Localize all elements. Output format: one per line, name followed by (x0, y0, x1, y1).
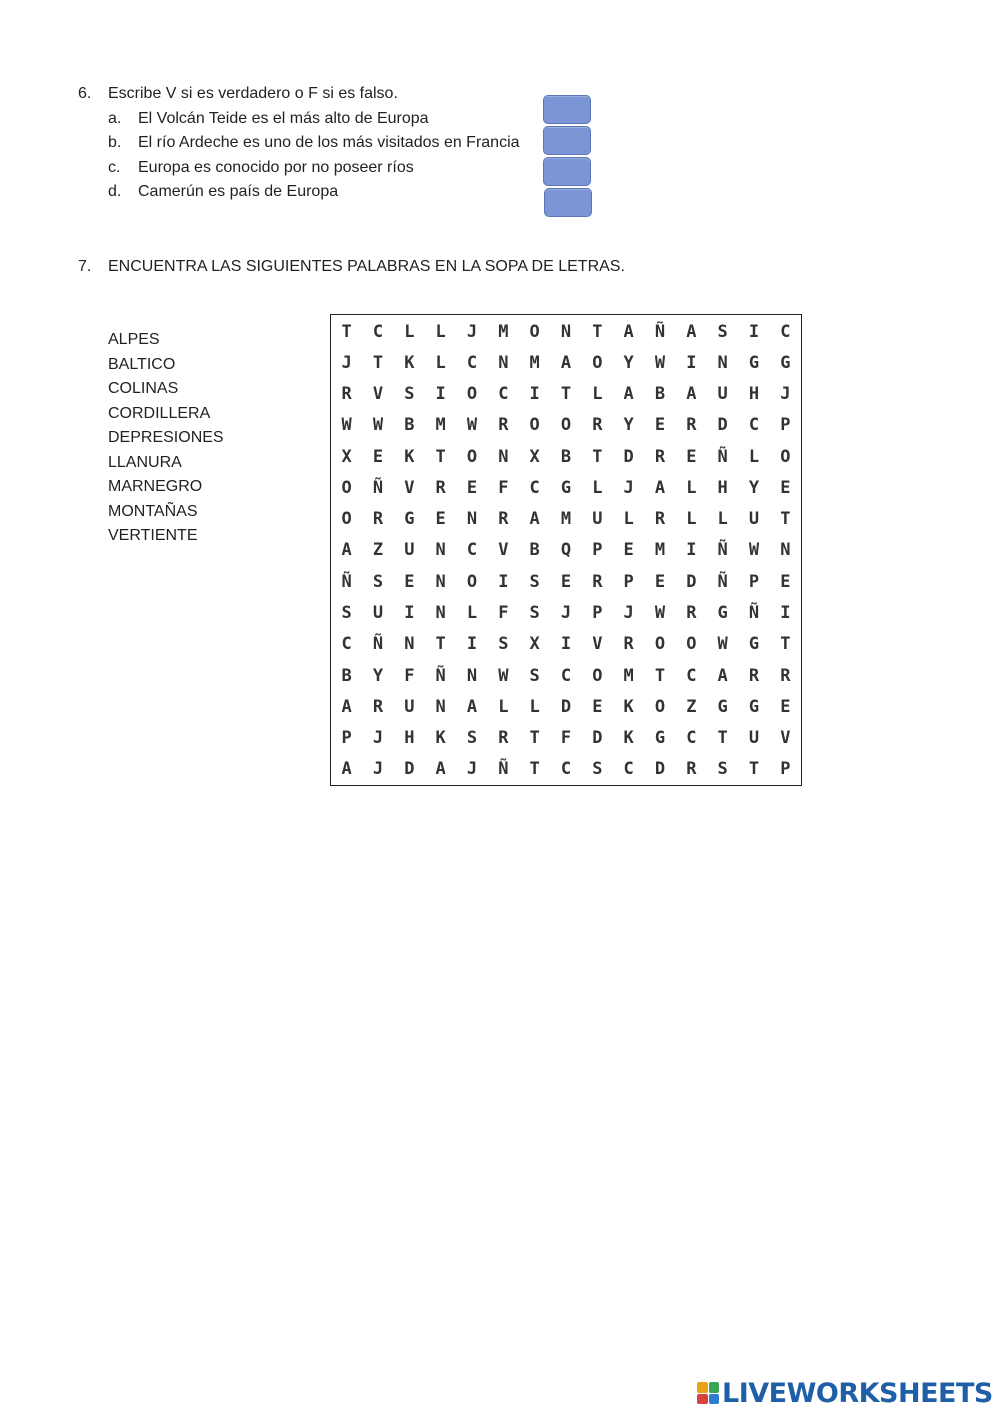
grid-cell[interactable]: Ñ (372, 634, 384, 655)
grid-cell[interactable]: L (592, 477, 603, 498)
grid-cell[interactable]: R (686, 603, 697, 624)
grid-cell[interactable]: L (717, 509, 728, 530)
grid-cell[interactable]: W (654, 352, 666, 373)
question-6-prompt: Escribe V si es verdadero o F si es falso. (108, 85, 398, 102)
grid-cell[interactable]: E (623, 540, 634, 561)
grid-cell[interactable]: L (686, 509, 697, 530)
grid-cell[interactable]: B (341, 665, 352, 686)
grid-cell[interactable]: U (404, 696, 415, 717)
grid-cell[interactable]: T (592, 446, 603, 467)
grid-cell[interactable]: R (498, 728, 509, 749)
grid-cell[interactable]: S (529, 665, 540, 686)
grid-cell[interactable]: P (780, 759, 791, 780)
grid-cell[interactable]: I (466, 634, 478, 655)
grid-cell[interactable]: M (498, 321, 509, 342)
question-6 (0, 84, 1000, 214)
grid-cell[interactable]: Y (623, 415, 634, 436)
grid-cell[interactable]: G (748, 696, 760, 717)
grid-cell[interactable]: F (560, 728, 572, 749)
grid-cell[interactable]: N (780, 540, 791, 561)
grid-cell[interactable]: J (560, 603, 572, 624)
grid-cell[interactable]: Y (623, 352, 634, 373)
grid-cell[interactable]: R (498, 509, 509, 530)
grid-cell[interactable]: O (466, 384, 478, 405)
grid-cell[interactable]: W (372, 415, 384, 436)
grid-cell[interactable]: S (372, 571, 384, 592)
question-6-number: 6. (78, 85, 92, 102)
grid-cell[interactable]: D (404, 759, 415, 780)
grid-cell[interactable]: U (592, 509, 603, 530)
item-a-letter: a. (108, 109, 122, 127)
grid-cell[interactable]: R (654, 509, 666, 530)
liveworksheets-logo (697, 1378, 993, 1408)
grid-cell[interactable]: O (560, 415, 572, 436)
grid-cell[interactable]: Ñ (654, 321, 666, 342)
grid-cell[interactable]: L (529, 696, 540, 717)
grid-cell[interactable]: A (717, 665, 728, 686)
grid-cell[interactable]: R (372, 696, 384, 717)
grid-cell[interactable]: B (404, 415, 415, 436)
grid-cell[interactable]: I (780, 603, 791, 624)
word-item: ALPES (108, 331, 160, 348)
grid-cell[interactable]: C (529, 477, 540, 498)
grid-cell[interactable]: L (623, 509, 634, 530)
grid-cell[interactable]: T (748, 759, 760, 780)
grid-cell[interactable]: V (780, 728, 791, 749)
grid-cell[interactable]: G (654, 728, 666, 749)
grid-cell[interactable]: N (498, 446, 509, 467)
grid-cell[interactable]: P (592, 603, 603, 624)
grid-cell[interactable]: A (435, 759, 446, 780)
grid-cell[interactable]: E (686, 446, 697, 467)
grid-cell[interactable]: O (592, 665, 603, 686)
grid-cell[interactable]: Ñ (498, 759, 509, 780)
grid-cell[interactable]: R (592, 571, 603, 592)
grid-cell[interactable]: R (780, 665, 791, 686)
grid-cell[interactable]: M (529, 352, 540, 373)
word-item: MARNEGRO (108, 478, 203, 495)
grid-cell[interactable]: H (748, 384, 760, 405)
grid-cell[interactable]: H (717, 477, 728, 498)
grid-cell[interactable]: O (780, 446, 791, 467)
grid-cell[interactable]: Ñ (717, 571, 728, 592)
grid-cell[interactable]: C (560, 665, 572, 686)
grid-cell[interactable]: T (529, 728, 540, 749)
grid-cell[interactable]: A (623, 384, 634, 405)
grid-cell[interactable]: G (748, 634, 760, 655)
grid-cell[interactable]: I (686, 540, 697, 561)
grid-cell[interactable]: P (748, 571, 760, 592)
word-item: CORDILLERA (108, 404, 211, 422)
grid-cell[interactable]: G (780, 352, 791, 373)
grid-cell[interactable]: N (435, 540, 446, 561)
grid-cell[interactable]: J (372, 728, 384, 749)
item-c-letter: c. (108, 158, 121, 176)
grid-cell[interactable]: N (404, 634, 415, 655)
grid-cell[interactable]: W (498, 665, 509, 686)
item-b-text: El río Ardeche es uno de los más visitados en Francia (138, 134, 520, 151)
grid-cell[interactable]: T (435, 634, 446, 655)
grid-cell[interactable]: M (654, 540, 666, 561)
grid-cell[interactable]: O (654, 696, 666, 717)
grid-cell[interactable]: Z (372, 540, 384, 561)
grid-cell[interactable]: R (686, 415, 697, 436)
grid-cell[interactable]: R (686, 759, 697, 780)
grid-cell[interactable]: P (780, 415, 791, 436)
grid-cell[interactable]: V (404, 477, 415, 498)
grid-cell[interactable]: K (404, 352, 415, 373)
grid-cell[interactable]: U (717, 384, 728, 405)
grid-cell[interactable]: J (623, 603, 634, 624)
grid-cell[interactable]: S (529, 603, 540, 624)
grid-cell[interactable]: D (560, 696, 572, 717)
grid-cell[interactable]: O (686, 634, 697, 655)
grid-cell[interactable]: G (717, 603, 728, 624)
grid-cell[interactable]: N (435, 696, 446, 717)
grid-cell[interactable]: G (404, 509, 415, 530)
grid-cell[interactable]: C (686, 728, 697, 749)
grid-cell[interactable]: I (686, 352, 697, 373)
grid-cell[interactable]: C (498, 384, 509, 405)
grid-cell[interactable]: I (529, 384, 540, 405)
word-item: VERTIENTE (108, 527, 198, 544)
grid-cell[interactable]: X (529, 634, 540, 655)
grid-cell[interactable]: C (780, 321, 791, 342)
grid-cell[interactable]: A (341, 696, 352, 717)
item-d-text: Camerún es país de Europa (138, 183, 339, 200)
grid-cell[interactable]: C (560, 759, 572, 780)
grid-cell[interactable]: D (592, 728, 603, 749)
grid-cell[interactable]: A (341, 540, 352, 561)
grid-cell[interactable]: R (435, 477, 446, 498)
grid-cell[interactable]: M (560, 509, 572, 530)
word-item: LLANURA (108, 453, 182, 471)
grid-cell[interactable]: D (623, 446, 634, 467)
logo-text: LIVEWORKSHEETS (722, 1377, 993, 1409)
grid-cell[interactable]: O (592, 352, 603, 373)
word-item: DEPRESIONES (108, 429, 224, 446)
grid-cell[interactable]: L (435, 352, 446, 373)
grid-cell[interactable]: Ñ (748, 603, 760, 624)
grid-cell[interactable]: E (372, 446, 384, 467)
grid-cell[interactable]: S (466, 728, 478, 749)
grid-cell[interactable]: E (654, 571, 666, 592)
grid-cell[interactable]: T (717, 728, 728, 749)
grid-cell[interactable]: E (592, 696, 603, 717)
item-c-text: Europa es conocido por no poseer ríos (138, 158, 414, 176)
grid-cell[interactable]: T (592, 321, 603, 342)
word-item: COLINAS (108, 380, 179, 397)
grid-cell[interactable]: K (404, 446, 415, 467)
grid-cell[interactable]: O (341, 509, 352, 530)
grid-cell[interactable]: X (529, 446, 540, 467)
grid-cell[interactable]: K (623, 696, 634, 717)
grid-cell[interactable]: A (466, 696, 478, 717)
grid-cell[interactable]: S (498, 634, 509, 655)
grid-cell[interactable]: W (654, 603, 666, 624)
item-d-letter: d. (108, 183, 122, 200)
grid-cell[interactable]: N (466, 665, 478, 686)
grid-cell[interactable]: L (435, 321, 446, 342)
grid-cell[interactable]: M (623, 665, 634, 686)
grid-cell[interactable]: C (623, 759, 634, 780)
grid-cell[interactable]: Ñ (341, 571, 352, 592)
grid-cell[interactable]: T (780, 634, 791, 655)
grid-cell[interactable]: U (372, 603, 384, 624)
grid-cell[interactable]: L (748, 446, 760, 467)
grid-cell[interactable]: O (529, 415, 540, 436)
grid-cell[interactable]: W (717, 634, 728, 655)
grid-cell[interactable]: N (435, 603, 446, 624)
grid-cell[interactable]: J (372, 759, 384, 780)
grid-cell[interactable]: P (592, 540, 603, 561)
grid-cell[interactable]: T (560, 384, 572, 405)
grid-cell[interactable]: M (435, 415, 446, 436)
answer-input-d[interactable] (544, 188, 592, 217)
grid-cell[interactable]: L (404, 321, 415, 342)
grid-cell[interactable]: R (748, 665, 760, 686)
grid-cell[interactable]: L (592, 384, 603, 405)
grid-cell[interactable]: N (498, 352, 509, 373)
grid-cell[interactable]: A (341, 759, 352, 780)
grid-cell[interactable]: J (466, 759, 478, 780)
grid-cell[interactable]: Ñ (435, 665, 446, 686)
grid-cell[interactable]: Y (748, 477, 760, 498)
grid-cell[interactable]: D (717, 415, 728, 436)
grid-cell[interactable]: Ñ (372, 477, 384, 498)
grid-cell[interactable]: G (748, 352, 760, 373)
grid-cell[interactable]: S (529, 571, 540, 592)
grid-cell[interactable]: O (529, 321, 540, 342)
grid-cell[interactable]: W (466, 415, 478, 436)
item-a-text: El Volcán Teide es el más alto de Europa (138, 109, 429, 127)
word-search-grid[interactable] (330, 314, 802, 786)
grid-cell[interactable]: L (686, 477, 697, 498)
grid-cell[interactable]: W (748, 540, 760, 561)
word-list (108, 330, 224, 551)
grid-cell[interactable]: T (372, 352, 384, 373)
grid-cell[interactable]: I (435, 384, 446, 405)
grid-cell[interactable]: X (341, 446, 352, 467)
grid-cell[interactable]: R (623, 634, 634, 655)
item-b-letter: b. (108, 134, 122, 151)
grid-cell[interactable]: U (748, 509, 760, 530)
grid-cell[interactable]: C (686, 665, 697, 686)
grid-cell[interactable]: A (560, 352, 572, 373)
grid-cell[interactable]: C (341, 634, 352, 655)
grid-cell[interactable]: E (780, 477, 791, 498)
grid-cell[interactable]: R (592, 415, 603, 436)
question-7-number: 7. (78, 258, 92, 275)
grid-cell[interactable]: O (341, 477, 352, 498)
grid-cell[interactable]: E (404, 571, 415, 592)
grid-cell[interactable]: N (435, 571, 446, 592)
word-item: MONTAÑAS (108, 502, 198, 520)
grid-cell[interactable]: T (435, 446, 446, 467)
question-7-prompt: ENCUENTRA LAS SIGUIENTES PALABRAS EN LA SOPA DE LETRAS. (108, 258, 625, 275)
answer-input-a[interactable] (543, 95, 591, 124)
grid-cell[interactable]: W (341, 415, 352, 436)
grid-cell[interactable]: A (686, 321, 697, 342)
grid-cell[interactable]: B (654, 384, 666, 405)
grid-cell[interactable]: V (592, 634, 603, 655)
grid-cell[interactable]: E (654, 415, 666, 436)
grid-cell[interactable]: V (372, 384, 384, 405)
grid-cell[interactable]: E (435, 509, 446, 530)
grid-cell[interactable]: A (686, 384, 697, 405)
grid-cell[interactable]: P (341, 728, 352, 749)
grid-cell[interactable]: J (623, 477, 634, 498)
grid-cell[interactable]: A (623, 321, 634, 342)
grid-cell[interactable]: Ñ (717, 446, 728, 467)
grid-cell[interactable]: T (780, 509, 791, 530)
grid-cell[interactable]: G (717, 696, 728, 717)
grid-cell[interactable]: S (717, 321, 728, 342)
grid-cell[interactable]: C (466, 352, 478, 373)
logo-mark-icon (697, 1382, 719, 1404)
grid-cell[interactable]: P (623, 571, 634, 592)
grid-cell[interactable]: B (560, 446, 572, 467)
answer-input-b[interactable] (543, 126, 591, 155)
grid-cell[interactable]: N (560, 321, 572, 342)
grid-cell[interactable]: R (498, 415, 509, 436)
grid-cell[interactable]: N (717, 352, 728, 373)
grid-cell[interactable]: T (654, 665, 666, 686)
grid-cell[interactable]: F (498, 477, 509, 498)
grid-cell[interactable]: R (341, 384, 352, 405)
grid-cell[interactable]: L (466, 603, 478, 624)
grid-cell[interactable]: V (498, 540, 509, 561)
grid-cell[interactable]: O (466, 571, 478, 592)
grid-cell[interactable]: I (498, 571, 509, 592)
grid-cell[interactable]: T (341, 321, 352, 342)
grid-cell[interactable]: N (466, 509, 478, 530)
question-7 (0, 257, 1000, 279)
grid-cell[interactable]: B (529, 540, 540, 561)
grid-cell[interactable]: O (654, 634, 666, 655)
grid-cell[interactable]: A (529, 509, 540, 530)
grid-cell[interactable]: S (341, 603, 352, 624)
grid-cell[interactable]: E (780, 696, 791, 717)
grid-cell[interactable]: I (560, 634, 572, 655)
word-item: BALTICO (108, 355, 176, 373)
grid-cell[interactable]: K (435, 728, 446, 749)
grid-cell[interactable]: Z (686, 696, 697, 717)
grid-cell[interactable]: E (560, 571, 572, 592)
grid-cell[interactable]: Q (560, 540, 572, 561)
grid-cell[interactable]: I (748, 321, 760, 342)
grid-cell[interactable]: A (654, 477, 666, 498)
grid-cell[interactable]: C (372, 321, 384, 342)
grid-cell[interactable]: G (560, 477, 572, 498)
grid-cell[interactable]: Y (372, 665, 384, 686)
grid-cell[interactable]: O (466, 446, 478, 467)
grid-cell[interactable]: E (780, 571, 791, 592)
grid-cell[interactable]: I (404, 603, 415, 624)
grid-cell[interactable]: E (466, 477, 478, 498)
grid-cell[interactable]: C (466, 540, 478, 561)
grid-cell[interactable]: J (780, 384, 791, 405)
answer-input-c[interactable] (543, 157, 591, 186)
grid-cell[interactable]: R (654, 446, 666, 467)
grid-cell[interactable]: L (498, 696, 509, 717)
grid-cell[interactable]: U (748, 728, 760, 749)
grid-cell[interactable]: D (654, 759, 666, 780)
grid-cell[interactable]: S (404, 384, 415, 405)
grid-cell[interactable]: U (404, 540, 415, 561)
grid-cell[interactable]: J (341, 352, 352, 373)
grid-cell[interactable]: R (372, 509, 384, 530)
grid-cell[interactable]: F (498, 603, 509, 624)
grid-cell[interactable]: Ñ (717, 540, 728, 561)
grid-cell[interactable]: K (623, 728, 634, 749)
grid-cell[interactable]: S (717, 759, 728, 780)
grid-cell[interactable]: T (529, 759, 540, 780)
grid-cell[interactable]: F (404, 665, 415, 686)
grid-cell[interactable]: H (404, 728, 415, 749)
grid-cell[interactable]: D (686, 571, 697, 592)
grid-cell[interactable]: C (748, 415, 760, 436)
grid-cell[interactable]: S (592, 759, 603, 780)
grid-cell[interactable]: J (466, 321, 478, 342)
